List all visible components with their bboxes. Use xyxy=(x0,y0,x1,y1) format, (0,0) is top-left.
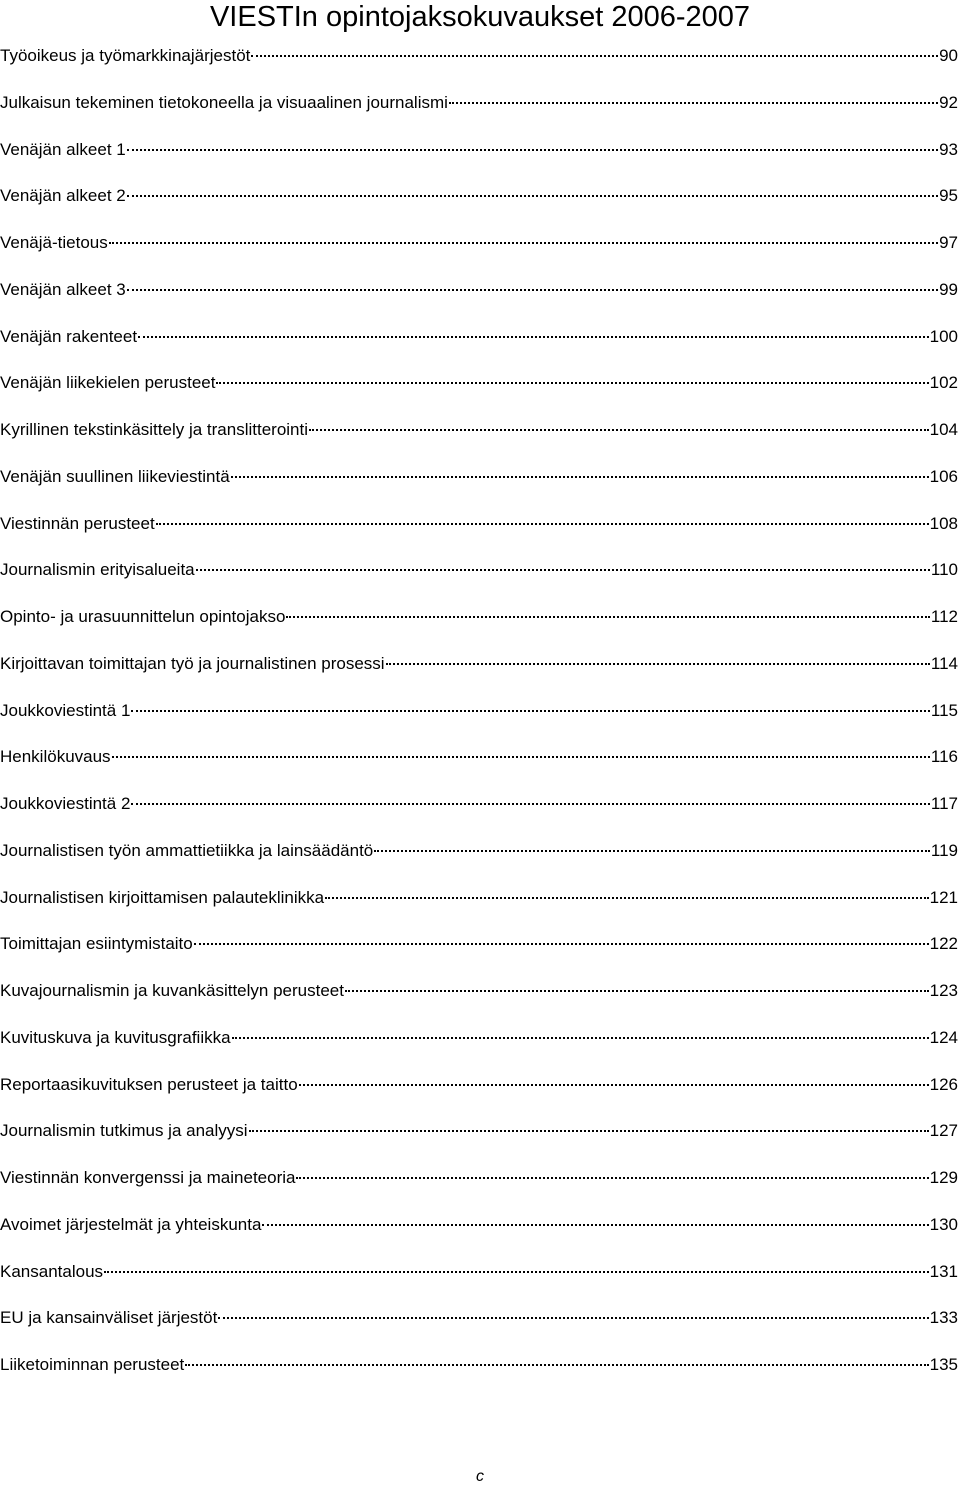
toc-entry-title: Kuvituskuva ja kuvitusgrafiikka xyxy=(0,1027,231,1047)
toc-entry-title: Joukkoviestintä 2 xyxy=(0,794,131,813)
toc-entry-page: 121 xyxy=(929,887,958,907)
toc-entry-title: Journalistisen työn ammattietiikka ja lainsäädäntö xyxy=(0,840,374,860)
toc-entry-page: 102 xyxy=(929,373,958,393)
dot-leader xyxy=(251,55,938,57)
toc-entry-page: 95 xyxy=(939,186,958,206)
toc-entry-page: 129 xyxy=(929,1168,958,1187)
dot-leader xyxy=(262,1224,928,1226)
toc-entry-page: 131 xyxy=(929,1261,958,1281)
toc-entry-title: Venäjän liikekielen perusteet xyxy=(0,373,216,393)
toc-entry[interactable] xyxy=(0,44,958,91)
dot-leader xyxy=(127,195,938,197)
toc-entry-page: 104 xyxy=(929,420,958,439)
dot-leader xyxy=(156,523,929,525)
toc-entry-title: Venäjän alkeet 2 xyxy=(0,186,126,206)
toc-entry-page: 114 xyxy=(930,653,958,673)
toc-entry-title: Viestinnän konvergenssi ja maineteoria xyxy=(0,1168,296,1187)
dot-leader xyxy=(131,803,929,805)
toc-entry-title: Venäjän alkeet 3 xyxy=(0,279,126,299)
toc-entry-title: Journalismin tutkimus ja analyysi xyxy=(0,1121,248,1141)
toc-entry[interactable] xyxy=(0,699,958,746)
dot-leader xyxy=(249,1130,929,1132)
toc-entry[interactable] xyxy=(0,1119,958,1166)
toc-entry-title: Journalistisen kirjoittamisen palauteklinikka xyxy=(0,887,325,907)
toc-entry-page: 122 xyxy=(929,934,958,954)
toc-entry-page: 115 xyxy=(930,700,958,720)
toc-entry[interactable] xyxy=(0,1213,958,1260)
dot-leader xyxy=(232,1037,929,1039)
toc-entry-title: Venäjän alkeet 1 xyxy=(0,139,126,159)
dot-leader xyxy=(216,382,928,384)
toc-entry-page: 126 xyxy=(929,1074,958,1094)
dot-leader xyxy=(104,1271,929,1273)
toc-entry[interactable] xyxy=(0,792,958,839)
toc-entry[interactable] xyxy=(0,1073,958,1120)
toc-entry[interactable] xyxy=(0,1353,958,1400)
table-of-contents xyxy=(0,44,958,1400)
dot-leader xyxy=(345,990,929,992)
toc-entry[interactable] xyxy=(0,1166,958,1213)
toc-entry[interactable] xyxy=(0,605,958,652)
toc-entry-title: Kuvajournalismin ja kuvankäsittelyn perusteet xyxy=(0,981,344,1000)
toc-entry[interactable] xyxy=(0,184,958,231)
toc-entry-title: Journalismin erityisalueita xyxy=(0,560,195,580)
toc-entry[interactable] xyxy=(0,231,958,278)
toc-entry-page: 90 xyxy=(939,46,958,65)
dot-leader xyxy=(131,710,929,712)
dot-leader xyxy=(127,149,938,151)
toc-entry[interactable] xyxy=(0,138,958,185)
toc-entry-title: Joukkoviestintä 1 xyxy=(0,700,131,720)
dot-leader xyxy=(386,663,930,665)
toc-entry[interactable] xyxy=(0,91,958,138)
toc-entry-title: Henkilökuvaus xyxy=(0,747,111,767)
dot-leader xyxy=(112,756,930,758)
dot-leader xyxy=(185,1364,928,1366)
toc-entry-page: 93 xyxy=(939,139,958,159)
toc-entry-title: Avoimet järjestelmät ja yhteiskunta xyxy=(0,1214,262,1234)
toc-entry[interactable] xyxy=(0,1026,958,1073)
toc-entry[interactable] xyxy=(0,558,958,605)
toc-entry-page: 92 xyxy=(939,92,958,112)
toc-entry-title: Venäjän suullinen liikeviestintä xyxy=(0,466,230,486)
toc-entry-title: Liiketoiminnan perusteet xyxy=(0,1355,185,1374)
toc-entry-page: 112 xyxy=(930,607,958,626)
toc-entry-title: Työoikeus ja työmarkkinajärjestöt xyxy=(0,46,251,65)
toc-entry-page: 110 xyxy=(930,560,958,580)
dot-leader xyxy=(231,476,929,478)
toc-entry[interactable] xyxy=(0,278,958,325)
dot-leader xyxy=(449,102,938,104)
toc-entry-title: Kansantalous xyxy=(0,1261,104,1281)
toc-entry[interactable] xyxy=(0,839,958,886)
toc-entry[interactable] xyxy=(0,745,958,792)
toc-entry-title: Venäjän rakenteet xyxy=(0,326,138,346)
toc-entry-title: Reportaasikuvituksen perusteet ja taitto xyxy=(0,1074,298,1094)
toc-entry[interactable] xyxy=(0,465,958,512)
toc-entry-page: 123 xyxy=(929,981,958,1000)
toc-entry-title: Venäjä-tietous xyxy=(0,233,108,252)
dot-leader xyxy=(296,1177,928,1179)
toc-entry-title: EU ja kansainväliset järjestöt xyxy=(0,1308,218,1328)
toc-entry-page: 119 xyxy=(930,840,958,860)
toc-entry-page: 127 xyxy=(929,1121,958,1141)
toc-entry-page: 130 xyxy=(929,1214,958,1234)
toc-entry-page: 100 xyxy=(929,326,958,346)
footer-mark: c xyxy=(476,1468,484,1485)
toc-entry-page: 108 xyxy=(929,513,958,533)
dot-leader xyxy=(309,429,929,431)
toc-entry[interactable] xyxy=(0,1306,958,1353)
dot-leader xyxy=(127,289,938,291)
toc-entry[interactable] xyxy=(0,932,958,979)
toc-entry[interactable] xyxy=(0,652,958,699)
toc-entry-page: 97 xyxy=(939,233,958,252)
toc-entry-page: 133 xyxy=(929,1308,958,1328)
toc-entry[interactable] xyxy=(0,979,958,1026)
toc-entry[interactable] xyxy=(0,325,958,372)
page-title: VIESTIn opintojaksokuvaukset 2006-2007 xyxy=(209,1,751,33)
toc-entry-title: Julkaisun tekeminen tietokoneella ja visuaalinen journalismi xyxy=(0,92,448,112)
toc-entry-page: 99 xyxy=(939,279,958,299)
toc-entry[interactable] xyxy=(0,418,958,465)
toc-entry-title: Kirjoittavan toimittajan työ ja journalistinen prosessi xyxy=(0,653,385,673)
toc-entry-page: 106 xyxy=(929,466,958,486)
dot-leader xyxy=(218,1317,928,1319)
dot-leader xyxy=(374,850,930,852)
dot-leader xyxy=(196,569,930,571)
dot-leader xyxy=(109,242,938,244)
dot-leader xyxy=(299,1084,929,1086)
toc-entry-title: Viestinnän perusteet xyxy=(0,513,155,533)
toc-entry-page: 116 xyxy=(930,747,958,767)
toc-entry-page: 117 xyxy=(930,794,958,813)
dot-leader xyxy=(138,336,929,338)
toc-entry[interactable] xyxy=(0,1260,958,1307)
toc-entry[interactable] xyxy=(0,886,958,933)
toc-entry[interactable] xyxy=(0,512,958,559)
toc-entry-page: 135 xyxy=(929,1355,958,1374)
toc-entry-page: 124 xyxy=(929,1027,958,1047)
toc-entry-title: Toimittajan esiintymistaito xyxy=(0,934,193,954)
toc-entry-title: Kyrillinen tekstinkäsittely ja translitterointi xyxy=(0,420,309,439)
toc-entry-title: Opinto- ja urasuunnittelun opintojakso xyxy=(0,607,286,626)
dot-leader xyxy=(325,897,929,899)
dot-leader xyxy=(194,943,929,945)
toc-entry[interactable] xyxy=(0,371,958,418)
dot-leader xyxy=(286,616,929,618)
